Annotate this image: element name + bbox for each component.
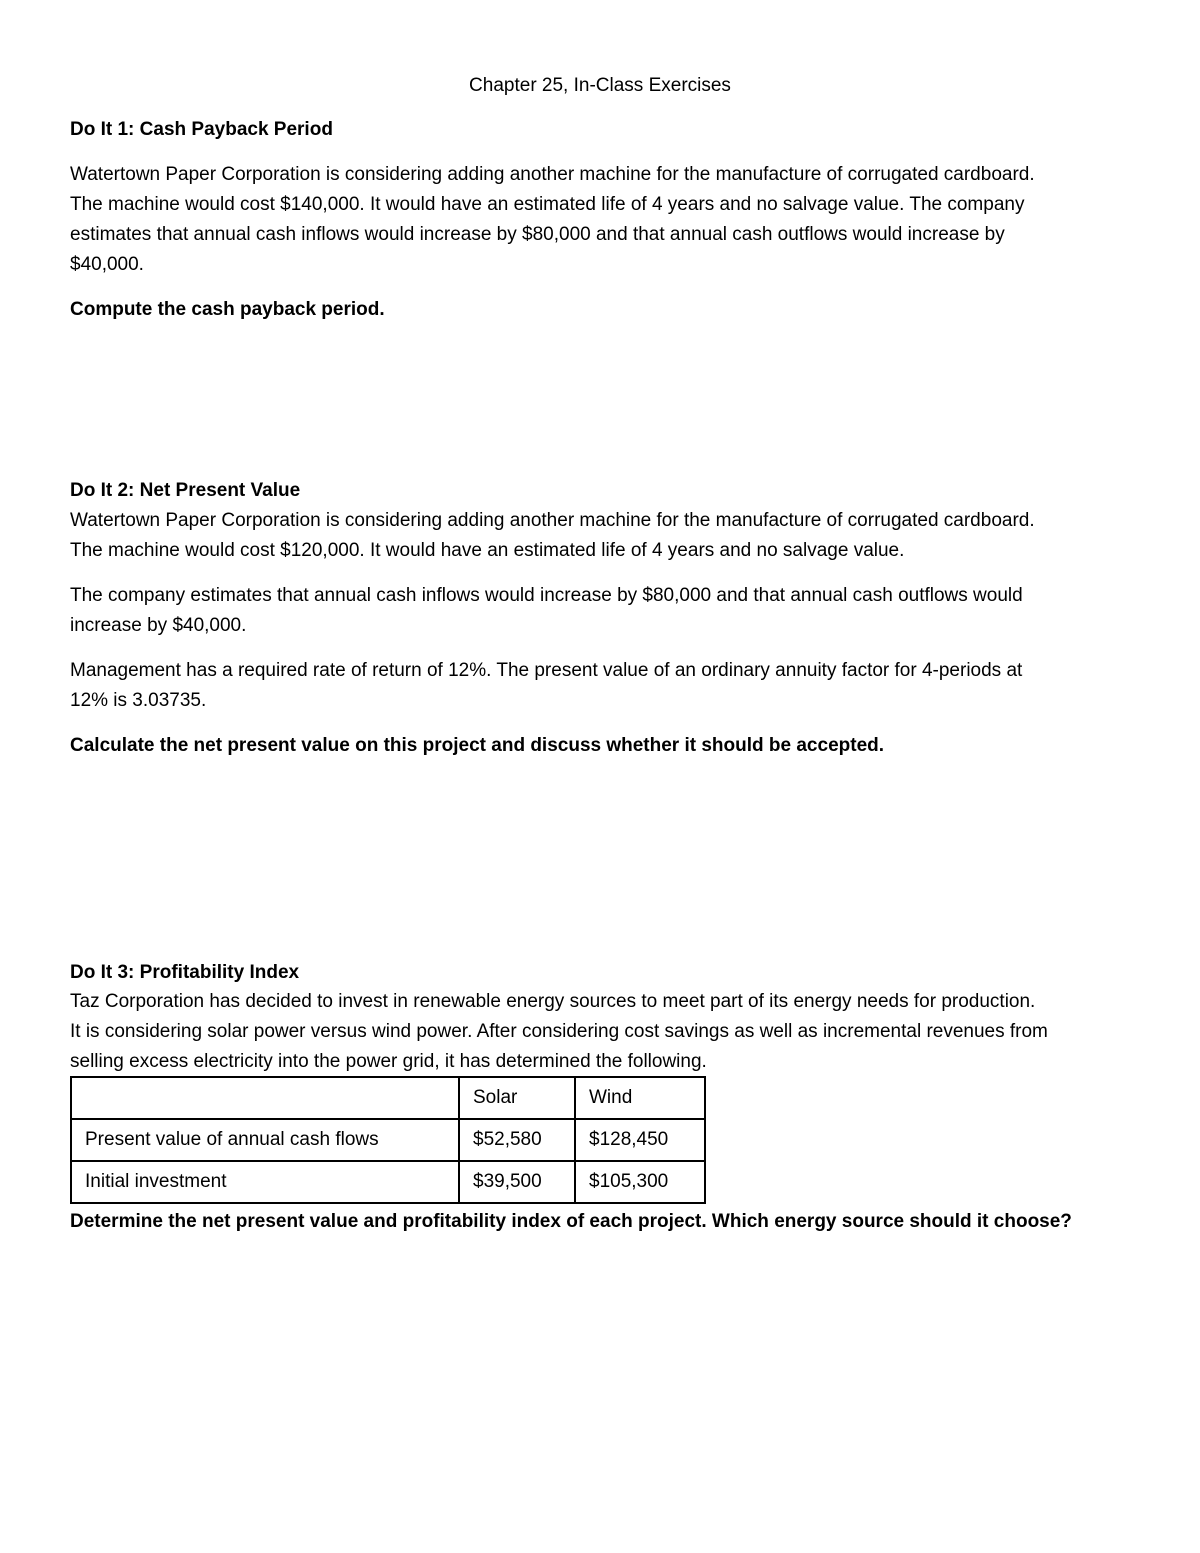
table-row: [71, 1161, 705, 1203]
section-1-paragraph-line: The machine would cost $140,000. It would have an estimated life of 4 years and no salvage value. The company: [70, 194, 1025, 215]
table-header-cell: Wind: [575, 1077, 705, 1119]
section-2-paragraph-line: Management has a required rate of return of 12%. The present value of an ordinary annuity factor for 4-periods at: [70, 660, 1023, 681]
section-1-paragraph-line: $40,000.: [70, 254, 144, 275]
table-cell: $39,500: [459, 1161, 575, 1203]
section-3-paragraph-line: It is considering solar power versus wind power. After considering cost savings as well as incremental revenues from: [70, 1021, 1048, 1042]
section-2-paragraph-line: The company estimates that annual cash inflows would increase by $80,000 and that annual cash outflows would: [70, 585, 1023, 606]
table-row: [71, 1119, 705, 1161]
section-1-paragraph-line: estimates that annual cash inflows would increase by $80,000 and that annual cash outflows would increase by: [70, 224, 1005, 245]
table-cell: $128,450: [575, 1119, 705, 1161]
table-cell: $105,300: [575, 1161, 705, 1203]
section-3-question: Determine the net present value and profitability index of each project. Which energy source should it choose?: [70, 1211, 1072, 1232]
section-3-heading: Do It 3: Profitability Index: [70, 962, 300, 983]
section-2-heading: Do It 2: Net Present Value: [70, 480, 301, 501]
section-2-question: Calculate the net present value on this project and discuss whether it should be accepted.: [70, 735, 885, 756]
section-1-heading: Do It 1: Cash Payback Period: [70, 119, 333, 140]
section-2-paragraph-line: 12% is 3.03735.: [70, 690, 207, 711]
section-2-paragraph-line: increase by $40,000.: [70, 615, 247, 636]
table-header-cell: [71, 1077, 459, 1119]
section-1-question: Compute the cash payback period.: [70, 299, 385, 320]
section-2-paragraph-line: The machine would cost $120,000. It would have an estimated life of 4 years and no salvage value.: [70, 540, 905, 561]
table-header-cell: Solar: [459, 1077, 575, 1119]
section-2-paragraph-line: Watertown Paper Corporation is considering adding another machine for the manufacture of corrugated cardboard.: [70, 510, 1035, 531]
section-3-paragraph-line: selling excess electricity into the power grid, it has determined the following.: [70, 1051, 707, 1072]
table-cell: Initial investment: [71, 1161, 459, 1203]
energy-comparison-table: [70, 1076, 706, 1204]
table-cell: $52,580: [459, 1119, 575, 1161]
section-3-paragraph-line: Taz Corporation has decided to invest in renewable energy sources to meet part of its energy needs for production.: [70, 991, 1036, 1012]
page-title: Chapter 25, In-Class Exercises: [469, 75, 731, 96]
section-1-paragraph-line: Watertown Paper Corporation is considering adding another machine for the manufacture of corrugated cardboard.: [70, 164, 1035, 185]
table-cell: Present value of annual cash flows: [71, 1119, 459, 1161]
table-header-row: [71, 1077, 705, 1119]
